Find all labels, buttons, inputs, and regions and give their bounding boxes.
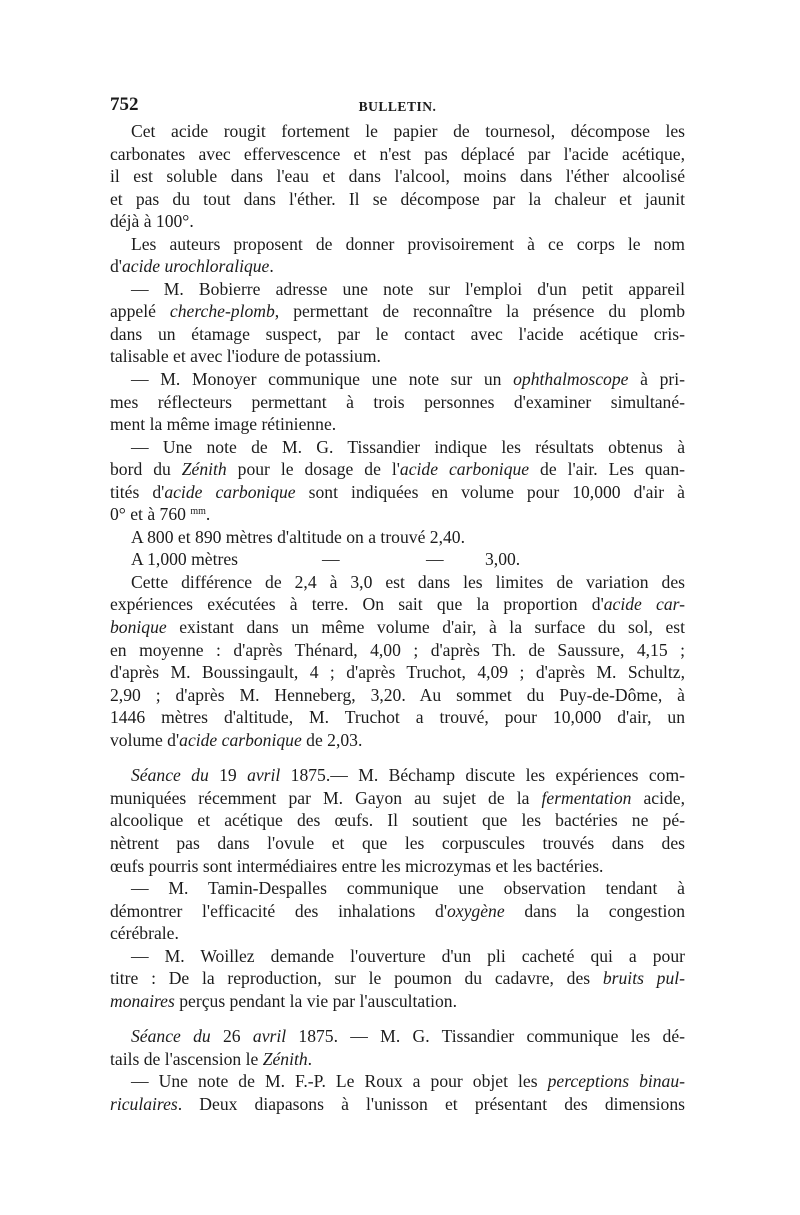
session1-line-3: alcoolique et acétique des œufs. Il soutient que les bactéries ne pé- [110,810,685,831]
paragraph-4-line-1: — M. Monoyer communique une note sur un ophthalmoscope à pri- [131,369,685,390]
session1b-line-3: cérébrale. [110,923,179,944]
session2b-line-1: — Une note de M. F.-P. Le Roux a pour objet les perceptions binau- [131,1071,686,1092]
altitude-row-2-value: 3,00. [485,549,521,570]
session2b-line-2: riculaires. Deux diapasons à l'unisson et présentant des dimensions [110,1093,685,1114]
body-text-middle [110,571,685,751]
altitude-row-2-dash-1: — [322,549,340,570]
document-page [110,92,685,1116]
paragraph-b1-line-4: en moyenne : d'après Thénard, 4,00 ; d'après Th. de Saussure, 4,15 ; [110,639,685,660]
paragraph-2-line-1: Les auteurs proposent de donner provisoirement à ce corps le nom [131,233,685,254]
session1-line-2: muniquées récemment par M. Gayon au sujet de la fermentation acide, [110,787,685,808]
paragraph-5-line-3: tités d'acide carbonique sont indiquées en volume pour 10,000 d'air à [110,481,685,502]
paragraph-4-line-2: mes réflecteurs permettant à trois personnes d'examiner simultané- [110,391,685,412]
session2-line-2: tails de l'ascension le Zénith. [110,1048,313,1069]
altitude-table [110,526,685,571]
paragraph-5-line-2: bord du Zénith pour le dosage de l'acide carbonique de l'air. Les quan- [110,459,686,480]
session-19-avril [110,764,685,1012]
session1c-line-1: — M. Woillez demande l'ouverture d'un pli cacheté qui a pour [131,945,685,966]
paragraph-1-line-5: déjà à 100°. [110,211,194,232]
page-number: 752 [110,94,139,115]
paragraph-1-line-4: et pas du tout dans l'éther. Il se décompose par la chaleur et jaunit [110,188,685,209]
altitude-row-2-label: A 1,000 mètres [131,549,239,570]
paragraph-4-line-3: ment la même image rétinienne. [110,414,337,435]
session1b-line-2: démontrer l'efficacité des inhalations d'oxygène dans la congestion [110,900,685,921]
paragraph-3-line-1: — M. Bobierre adresse une note sur l'emploi d'un petit appareil [131,278,685,299]
session1b-line-1: — M. Tamin-Despalles communique une observation tendant à [131,878,685,899]
paragraph-1-line-2: carbonates avec effervescence et n'est pas déplacé par l'acide acétique, [110,143,685,164]
running-head: BULLETIN. [358,99,437,114]
paragraph-3-line-3: dans un étamage suspect, par le contact avec l'acide acétique cris- [110,323,685,344]
paragraph-1-line-1: Cet acide rougit fortement le papier de tournesol, décompose les [131,121,685,141]
paragraph-2-line-2: d'acide urochloralique. [110,256,274,277]
paragraph-5-line-1: — Une note de M. G. Tissandier indique les résultats obtenus à [131,436,685,457]
altitude-row-2-dash-2: — [426,549,444,570]
page-header [110,92,685,120]
paragraph-b1-line-7: 1446 mètres d'altitude, M. Truchot a trouvé, pour 10,000 d'air, un [110,707,685,728]
session1-line-4: nètrent pas dans l'ovule et que les corpuscules trouvés dans des [110,832,685,853]
session-26-avril [110,1025,685,1115]
session1c-line-2: titre : De la reproduction, sur le poumon du cadavre, des bruits pul- [110,968,686,989]
paragraph-b1-line-8: volume d'acide carbonique de 2,03. [110,729,363,750]
session2-line-1: Séance du 26 avril 1875. — M. G. Tissandier communique les dé- [131,1026,686,1047]
paragraph-3-line-4: talisable et avec l'iodure de potassium. [110,346,381,367]
altitude-row-1: A 800 et 890 mètres d'altitude on a trouvé 2,40. [131,526,465,547]
session1c-line-3: monaires perçus pendant la vie par l'auscultation. [110,990,457,1011]
body-text-top [110,120,685,526]
paragraph-b1-line-3: bonique existant dans un même volume d'air, à la surface du sol, est [110,617,685,638]
session1-line-5: œufs pourris sont intermédiaires entre les microzymas et les bactéries. [110,855,604,876]
session1-line-1: Séance du 19 avril 1875.— M. Béchamp discute les expériences com- [131,765,686,786]
paragraph-5-line-4: 0° et à 760 $^{mm}$. [110,504,211,525]
paragraph-b1-line-6: 2,90 ; d'après M. Henneberg, 3,20. Au sommet du Puy-de-Dôme, à [110,684,685,705]
paragraph-b1-line-2: expériences exécutées à terre. On sait que la proportion d'acide car- [110,594,685,615]
paragraph-b1-line-5: d'après M. Boussingault, 4 ; d'après Truchot, 4,09 ; d'après M. Schultz, [110,662,685,683]
paragraph-3-line-2: appelé cherche-plomb, permettant de reconnaître la présence du plomb [110,301,685,322]
paragraph-b1-line-1: Cette différence de 2,4 à 3,0 est dans les limites de variation des [131,571,685,592]
paragraph-1-line-3: il est soluble dans l'eau et dans l'alcool, moins dans l'éther alcoolisé [110,166,685,187]
altitude-row-2 [110,548,685,571]
